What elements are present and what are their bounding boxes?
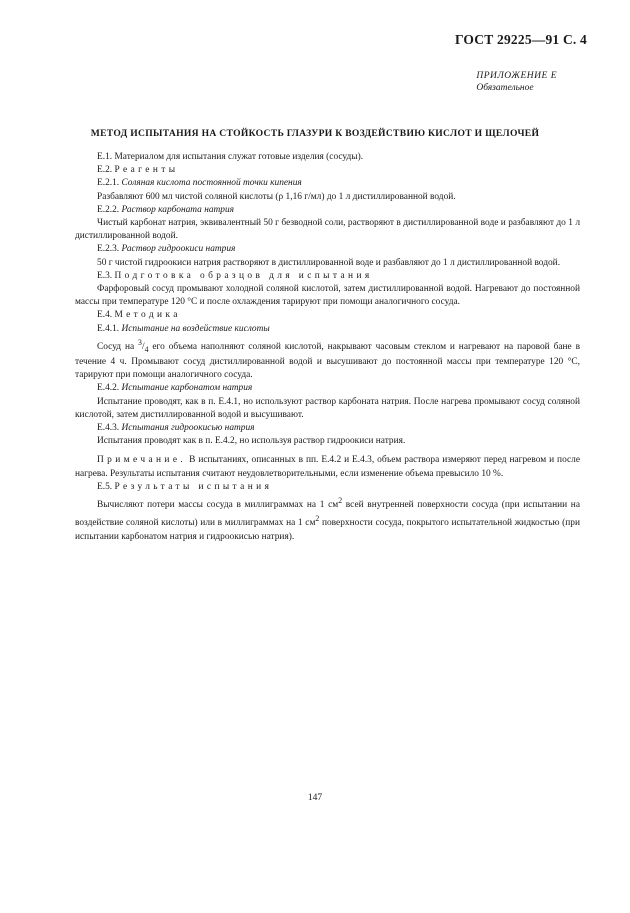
section-number: Е.4.1. <box>97 323 120 334</box>
section-title: Соляная кислота постоянной точки кипения <box>121 178 302 189</box>
section-e42-heading <box>75 382 580 395</box>
document-body <box>75 151 580 544</box>
section-e43-heading <box>75 422 580 435</box>
section-e23-text: 50 г чистой гидроокиси натрия растворяют в дистиллированной воде и разбавляют до 1 л дистиллированной водой. <box>97 257 561 268</box>
section-title: Раствор гидроокиси натрия <box>121 244 236 255</box>
section-number: Е.3. <box>97 270 113 281</box>
fraction-denominator: 4 <box>144 344 149 354</box>
superscript: 2 <box>315 514 320 524</box>
section-e1: Е.1. Материалом для испытания служат готовые изделия (сосуды). <box>97 152 364 162</box>
text-run: всей внутренней поверхности сосуда (при испытании на воздействие соляной кислоты) или в миллиграммах на 1 см <box>75 500 580 529</box>
section-e3-text: Фарфоровый сосуд промывают холодной соляной кислотой, затем дистиллированной водой. Нагревают до постоянной массы при температуре 120 °С и после охлаждения тарируют при помощи аналогичного сосуда. <box>75 284 580 308</box>
section-e5-heading <box>75 481 580 494</box>
note-label: Примечание. <box>97 455 187 466</box>
section-e42-text: Испытание проводят, как в п. Е.4.1, но используют раствор карбоната натрия. После нагрева промывают сосуд соляной кислотой, затем дистиллированной водой и высушивают. <box>75 396 580 420</box>
section-e2-heading <box>75 164 580 177</box>
appendix-label: ПРИЛОЖЕНИЕ Е <box>476 71 557 81</box>
appendix-status: Обязательное <box>476 83 534 93</box>
document-title: МЕТОД ИСПЫТАНИЯ НА СТОЙКОСТЬ ГЛАЗУРИ К ВОЗДЕЙСТВИЮ КИСЛОТ И ЩЕЛОЧЕЙ <box>90 128 540 139</box>
text-run: поверхности сосуда, покрытого испытательной жидкостью (при испытании карбонатом натрия и гидроокисью натрия). <box>75 518 581 542</box>
section-e43-text: Испытания проводят как в п. Е.4.2, но используя раствор гидроокиси натрия. <box>97 436 406 447</box>
section-number: Е.2.1. <box>97 178 120 189</box>
note-text: В испытаниях, описанных в пп. Е.4.2 и Е.4.3, объем раствора измеряют перед нагревом и после нагрева. Результаты испытания считают неудовлетворительными, если изменение объема превысило 10 %. <box>75 455 580 479</box>
section-e23-heading <box>75 243 580 256</box>
document-code: ГОСТ 29225—91 С. 4 <box>454 32 587 47</box>
section-e41-text: Сосуд на $^3/_4$ его объема наполняют соляной кислотой, накрывают часовым стеклом и нагревают на паровой бане в течение 4 ч. Промывают сосуд дистиллированной водой и высушивают до постоянной массы при температуре 120 °С, тарируют при помощи аналогичного сосуда. <box>75 337 581 381</box>
page-number: 147 <box>307 793 323 803</box>
section-title: Испытание на воздействие кислоты <box>121 323 270 334</box>
section-e41-heading <box>75 323 580 336</box>
section-e21-text: Разбавляют 600 мл чистой соляной кислоты (ρ 1,16 г/мл) до 1 л дистиллированной водой. <box>97 191 456 202</box>
note <box>75 454 580 480</box>
section-title: Подготовка образцов для испытания <box>114 270 373 281</box>
fraction-numerator: 3 <box>138 337 142 347</box>
section-number: Е.4.2. <box>97 383 120 394</box>
section-title: Результаты испытания <box>114 481 273 492</box>
section-e22-heading <box>75 204 580 217</box>
section-title: Испытание карбонатом натрия <box>121 383 253 394</box>
section-number: Е.2.3. <box>97 244 120 255</box>
section-e5-text <box>75 494 580 544</box>
section-number: Е.2. <box>97 165 113 176</box>
text-run: Вычисляют потери массы сосуда в миллиграммах на 1 см <box>97 500 339 511</box>
section-title: Раствор карбоната натрия <box>121 204 235 215</box>
appendix-block <box>476 70 557 94</box>
section-e4-heading <box>75 309 580 322</box>
section-number: Е.5. <box>97 481 113 492</box>
section-title: Испытания гидроокисью натрия <box>121 423 255 434</box>
section-e3-heading <box>75 270 580 283</box>
section-e21-heading <box>75 177 580 190</box>
section-title: Методика <box>114 310 181 321</box>
section-e22-text: Чистый карбонат натрия, эквивалентный 50 г безводной соли, растворяют в дистиллированной воде и разбавляют до 1 л дистиллированной водой. <box>75 218 580 242</box>
text-run: Сосуд на <box>97 341 135 352</box>
section-title: Реагенты <box>114 165 179 176</box>
section-number: Е.4. <box>97 310 113 321</box>
section-number: Е.2.2. <box>97 204 120 215</box>
superscript: 2 <box>338 496 343 506</box>
text-run: его объема наполняют соляной кислотой, накрывают часовым стеклом и нагревают на паровой бане в течение 4 ч. Промывают сосуд дистиллированной водой и высушивают до постоянной массы при температуре 120 °С, тарируют при помощи аналогичного сосуда. <box>75 341 581 381</box>
section-number: Е.4.3. <box>97 423 120 434</box>
